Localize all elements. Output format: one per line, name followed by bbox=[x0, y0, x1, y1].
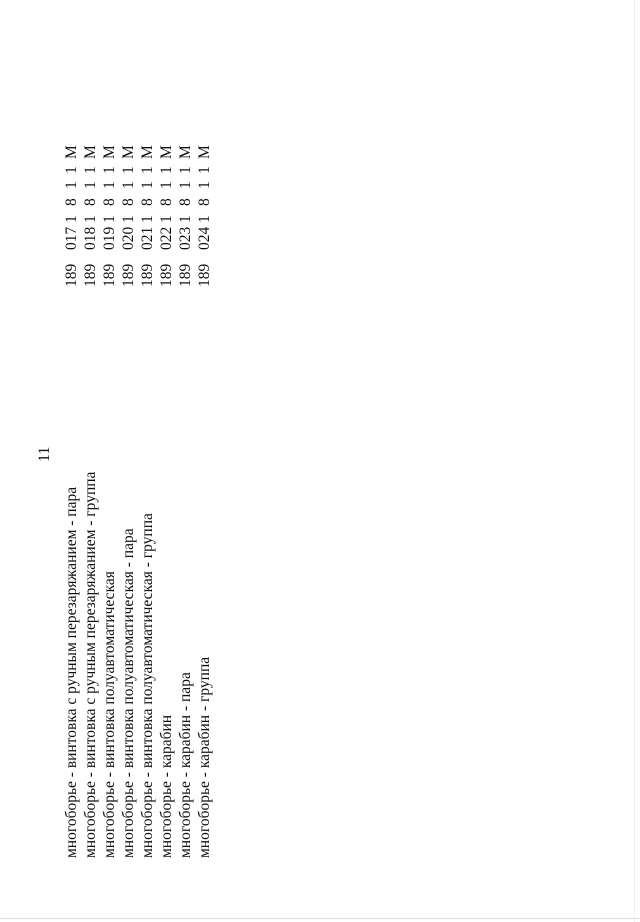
discipline-name: многоборье - карабин - пара bbox=[177, 672, 194, 858]
code-part: 1 bbox=[63, 181, 80, 189]
code-part: 189 bbox=[82, 263, 99, 287]
code-part: 189 bbox=[63, 263, 80, 287]
code-part: 021 bbox=[139, 226, 156, 250]
code-part: 1 bbox=[139, 215, 156, 223]
code-part: 023 bbox=[177, 226, 194, 250]
discipline-code bbox=[195, 143, 214, 287]
discipline-name: многоборье - винтовка полуавтоматическая - группа bbox=[139, 513, 156, 858]
discipline-name: многоборье - винтовка полуавтоматическая bbox=[101, 571, 118, 858]
code-part: 1 bbox=[120, 166, 137, 174]
code-part: 1 bbox=[82, 181, 99, 189]
code-part: 1 bbox=[196, 181, 213, 189]
page-number: 11 bbox=[36, 446, 53, 462]
code-part: 1 bbox=[177, 166, 194, 174]
code-part: 1 bbox=[139, 181, 156, 189]
discipline-code bbox=[100, 143, 119, 287]
discipline-name: многоборье - карабин - группа bbox=[196, 656, 213, 858]
code-part: 1 bbox=[82, 215, 99, 223]
code-part: 189 bbox=[120, 263, 137, 287]
code-part: 1 bbox=[120, 181, 137, 189]
discipline-codes-column bbox=[62, 143, 214, 287]
code-part: 8 bbox=[177, 198, 194, 206]
code-part: М bbox=[82, 145, 99, 159]
code-part: 1 bbox=[101, 181, 118, 189]
code-part: 189 bbox=[139, 263, 156, 287]
code-part: 017 bbox=[63, 226, 80, 250]
code-part: 1 bbox=[120, 215, 137, 223]
code-part: 1 bbox=[63, 215, 80, 223]
code-part: 020 bbox=[120, 226, 137, 250]
code-part: 189 bbox=[158, 263, 175, 287]
code-part: 8 bbox=[120, 198, 137, 206]
discipline-name: многоборье - винтовка с ручным перезаряжанием - пара bbox=[63, 486, 80, 858]
code-part: 189 bbox=[101, 263, 118, 287]
code-part: 189 bbox=[177, 263, 194, 287]
code-part: 1 bbox=[101, 166, 118, 174]
code-part: 1 bbox=[196, 166, 213, 174]
code-part: М bbox=[177, 145, 194, 159]
code-part: 8 bbox=[158, 198, 175, 206]
code-part: 1 bbox=[158, 215, 175, 223]
code-part: 8 bbox=[139, 198, 156, 206]
code-part: М bbox=[63, 145, 80, 159]
code-part: М bbox=[158, 145, 175, 159]
code-part: 1 bbox=[196, 215, 213, 223]
discipline-name: многоборье - винтовка с ручным перезаряжанием - группа bbox=[82, 471, 99, 858]
code-part: 189 bbox=[196, 263, 213, 287]
discipline-code bbox=[176, 143, 195, 287]
code-part: М bbox=[196, 145, 213, 159]
code-part: М bbox=[101, 145, 118, 159]
code-part: М bbox=[139, 145, 156, 159]
discipline-name: многоборье - винтовка полуавтоматическая - пара bbox=[120, 528, 137, 858]
discipline-code bbox=[138, 143, 157, 287]
code-part: 8 bbox=[82, 198, 99, 206]
code-part: 1 bbox=[101, 215, 118, 223]
code-part: 1 bbox=[139, 166, 156, 174]
scan-edge-bottom bbox=[0, 918, 640, 919]
code-part: 1 bbox=[158, 181, 175, 189]
code-part: 8 bbox=[101, 198, 118, 206]
discipline-code bbox=[157, 143, 176, 287]
discipline-name: многоборье - карабин bbox=[158, 714, 175, 858]
code-part: 1 bbox=[63, 166, 80, 174]
discipline-code bbox=[62, 143, 81, 287]
code-part: 8 bbox=[196, 198, 213, 206]
code-part: 022 bbox=[158, 226, 175, 250]
code-part: 8 bbox=[63, 198, 80, 206]
code-part: 1 bbox=[158, 166, 175, 174]
code-part: 1 bbox=[82, 166, 99, 174]
code-part: 018 bbox=[82, 226, 99, 250]
scan-edge-right bbox=[634, 0, 635, 922]
code-part: М bbox=[120, 145, 137, 159]
discipline-code bbox=[81, 143, 100, 287]
discipline-code bbox=[119, 143, 138, 287]
discipline-names-column bbox=[62, 472, 214, 858]
code-part: 1 bbox=[177, 181, 194, 189]
code-part: 1 bbox=[177, 215, 194, 223]
code-part: 024 bbox=[196, 226, 213, 250]
code-part: 019 bbox=[101, 226, 118, 250]
